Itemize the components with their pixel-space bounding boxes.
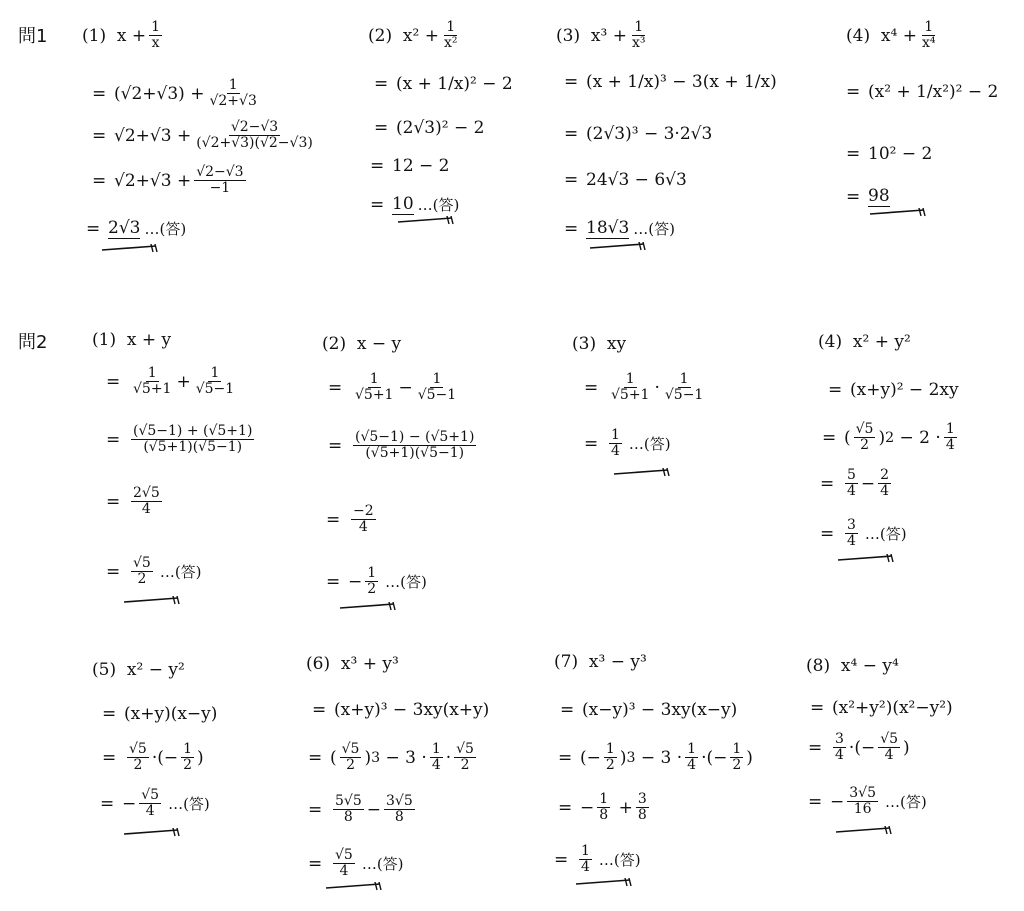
expression: x + bbox=[116, 25, 147, 46]
question-1-label: 問1 bbox=[18, 26, 48, 47]
question-2-label: 問2 bbox=[18, 332, 48, 353]
part-number: (1) bbox=[82, 25, 107, 46]
underline-arrow bbox=[838, 554, 898, 564]
underline-arrow bbox=[590, 242, 650, 252]
underline-arrow bbox=[124, 596, 184, 606]
underline-arrow bbox=[102, 244, 162, 254]
worksheet-page: 問1 (1) x + $\frac{1}{x}$ = (√2+√3) + $\frac{1}{√2+√3}$ = √2+√3 + $\frac{√2-√3}{(√2+√3)(√2-√3)}$ = √2+√3 + $\frac{√2-√3}{-1}$ = 2√3 …(答) (2) x² + $\frac{1}{\text{x²}}$ = (x + 1/x)² − 2 = (2√3)² − 2 = 12 − 2 = 10 …(答) (3) x³ + $\frac{1}{\text{x³}}$ = (x + 1/x)³ − 3(x + 1/x) = (2√3)³ − 3·2√3 = 24√3 − 6√3 = 18√3 …(答) (4) x⁴ + $\frac{1}{\text{x⁴}}$ = (x² + 1/x²)² − 2 = 10² − 2 = 98 問2 (1) x + y = $\frac{1}{√5+1}$ + 1 √5−1 = $\frac{(√5-1) + (√5+1)}{(√5+1)(√5-1)}$ = $\frac{2√5}{4}$ = $\frac{√5}{2}$ …(答) (2) x − y = $\frac{1}{√5+1}$ − 1 √5−1 = $\frac{(√5-1) - (√5+1)}{(√5+1)(√5-1)}$ = $\frac{-2}{4}$ = − $\frac{1}{2}$ …(答) (3) xy = $\frac{1}{√5+1}$ · 1 √5−1 = $\frac{1}{4}$ …(答) (4) x² + y² = (x+y)² − 2xy = ( $\frac{√5}{2}$ ) 2 − 2 · 1 4 = $\frac{5}{4}$ − 2 4 = $\frac{3}{4}$ …(答) (5) x² − y² = (x+y)(x−y) = $\frac{√5}{2}$ ·(− 1 2 ) = − $\frac{√5}{4}$ …(答) (6) x³ + y³ = (x+y)³ − 3xy(x+y) = ( $\frac{√5}{2}$ ) 3 − 3 · 1 4 · √5 2 = $\frac{5√5}{8}$ − 3√5 8 = $\frac{√5}{4}$ …(答) (7) x³ − y³ = (x−y)³ − 3xy(x−y) = (− $\frac{1}{2}$ ) 3 − 3 · 1 4 ·(− 1 2 ) = − $\frac{1}{8}$ + 3 8 = $\frac{1}{4}$ …(答) (8) x⁴ − y⁴ = (x²+y²)(x²−y²) = $\frac{3}{4}$ ·(− √5 4 ) = − $\frac{3√5}{16}$ …(答) bbox=[0, 0, 1024, 911]
underline-arrow bbox=[614, 468, 674, 478]
underline-arrow bbox=[870, 208, 930, 218]
underline-arrow bbox=[836, 826, 896, 836]
answer: 2√3 bbox=[108, 218, 141, 238]
underline-arrow bbox=[124, 828, 184, 838]
underline-arrow bbox=[340, 602, 400, 612]
underline-arrow bbox=[398, 216, 458, 226]
underline-arrow bbox=[326, 882, 386, 892]
underline-arrow bbox=[576, 878, 636, 888]
